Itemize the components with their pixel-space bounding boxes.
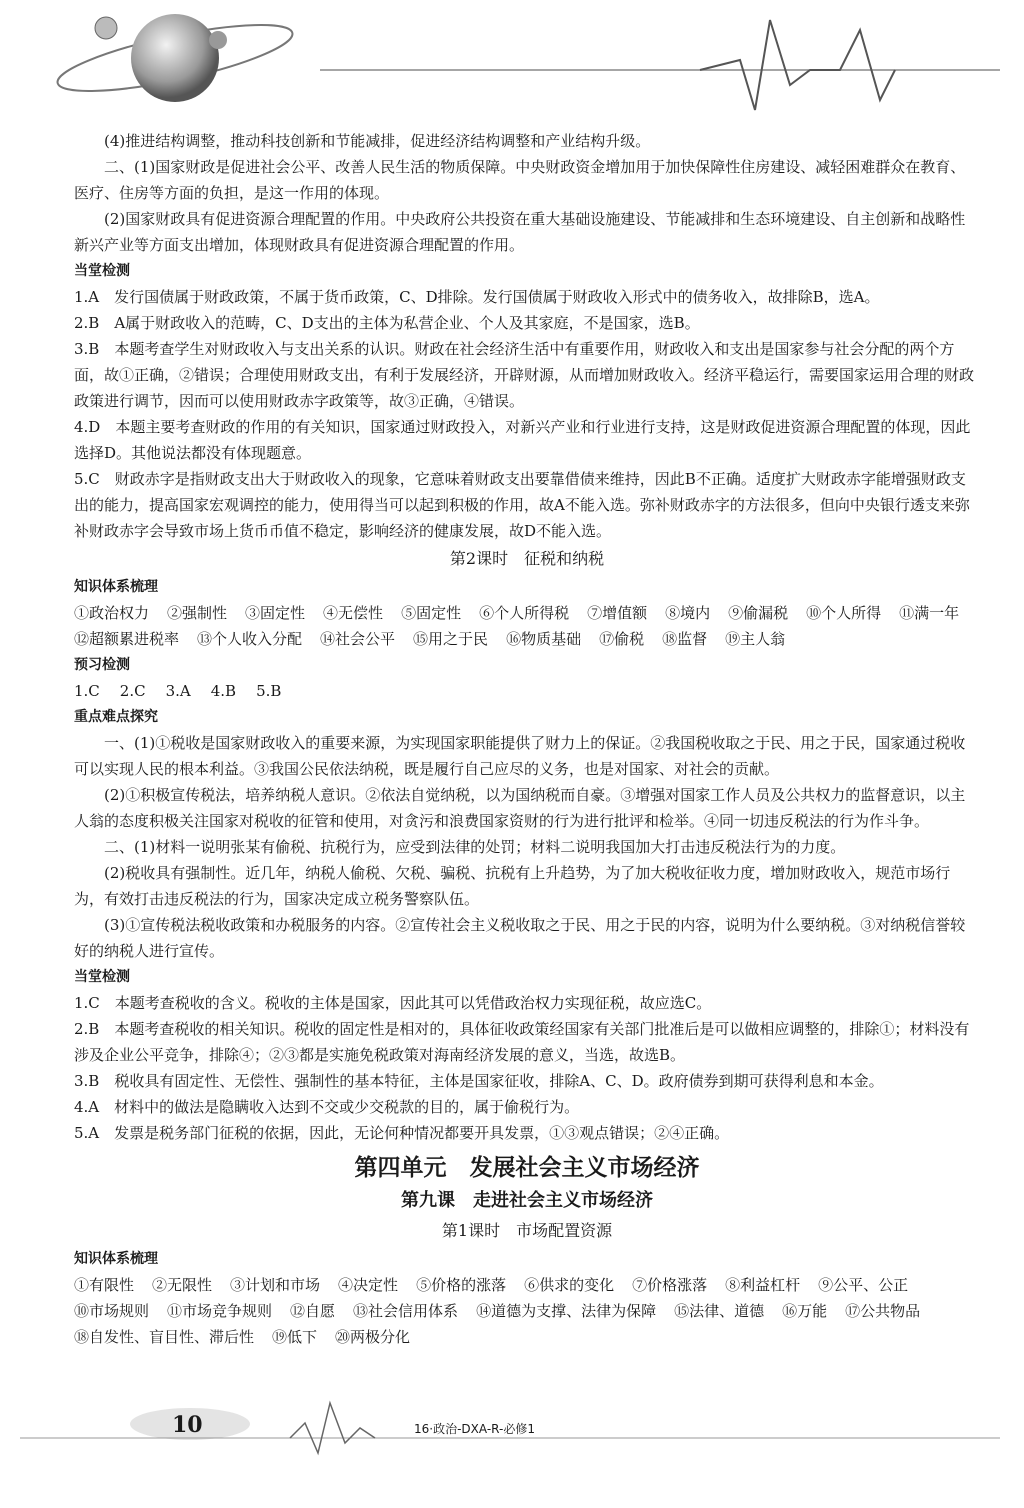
answer-item: 2.B A属于财政收入的范畴，C、D支出的主体为私营企业、个人及其家庭，不是国家，选B。 xyxy=(74,314,700,332)
paragraph: 二、(1)材料一说明张某有偷税、抗税行为，应受到法律的处罚；材料二说明我国加大打击违反税法行为的力度。 xyxy=(104,838,846,856)
list-item: ⑤价格的涨落 xyxy=(416,1276,507,1294)
list-item: ⑪市场竞争规则 xyxy=(167,1302,273,1320)
answer: 1.C xyxy=(74,682,100,700)
answer-item: 5.A 发票是税务部门征税的依据，因此，无论何种情况都要开具发票，①③观点错误；②④正确。 xyxy=(74,1124,730,1142)
list-item: ⑩市场规则 xyxy=(74,1302,150,1320)
section-heading: 当堂检测 xyxy=(74,263,130,279)
course-title: 第九课 走进社会主义市场经济 xyxy=(401,1190,653,1211)
list-item: ⑱监督 xyxy=(662,630,708,648)
lesson-title: 第1课时 市场配置资源 xyxy=(441,1221,613,1240)
list-item: ⑪满一年 xyxy=(899,604,960,622)
answer-item: 2.B 本题考查税收的相关知识。税收的固定性是相对的，具体征收政策经国家有关部门批准后是可以做相应调整的，排除①；材料没有涉及企业公平竞争，排除④；②③都是实施免税政策对海南经济发展的意义，当选，故选B。 xyxy=(74,1020,970,1064)
answer: 4.B xyxy=(210,682,237,700)
page-number: 10 xyxy=(172,1412,203,1438)
heartbeat-line xyxy=(700,20,895,110)
list-item: ⑱自发性、盲目性、滞后性 xyxy=(74,1328,255,1346)
page-content xyxy=(74,128,980,1350)
paragraph: (2)税收具有强制性。近几年，纳税人偷税、欠税、骗税、抗税有上升趋势，为了加大税收征收力度，增加财政收入，规范市场行为，有效打击违反税法的行为，国家决定成立税务警察队伍。 xyxy=(74,864,951,908)
list-item: ⑥个人所得税 xyxy=(479,604,570,622)
list-item: ⑧境内 xyxy=(665,604,711,622)
list-item: ⑨偷漏税 xyxy=(728,604,789,622)
list-item: ⑰偷税 xyxy=(599,630,645,648)
list-item: ①政治权力 xyxy=(74,604,150,622)
list-item: ⑬社会信用体系 xyxy=(353,1302,459,1320)
section-heading: 预习检测 xyxy=(74,657,130,673)
paragraph: 二、(1)国家财政是促进社会公平、改善人民生活的物质保障。中央财政资金增加用于加快保障性住房建设、减轻困难群众在教育、医疗、住房等方面的负担，是这一作用的体现。 xyxy=(74,158,966,202)
list-item: ⑥供求的变化 xyxy=(524,1276,615,1294)
section-heading: 重点难点探究 xyxy=(74,709,158,725)
answer-item: 3.B 税收具有固定性、无偿性、强制性的基本特征，主体是国家征收，排除A、C、D。政府债券到期可获得利息和本金。 xyxy=(74,1072,884,1090)
list-item: ②强制性 xyxy=(167,604,228,622)
unit-title: 第四单元 发展社会主义市场经济 xyxy=(354,1155,700,1181)
paragraph: (3)①宣传税法税收政策和办税服务的内容。②宣传社会主义税收取之于民、用之于民的内容，说明为什么要纳税。③对纳税信誉较好的纳税人进行宣传。 xyxy=(74,916,966,960)
header-decoration xyxy=(0,0,1024,120)
list-item: ⑭道德为支撑、法律为保障 xyxy=(476,1302,657,1320)
answer-item: 3.B 本题考查学生对财政收入与支出关系的认识。财政在社会经济生活中有重要作用，财政收入和支出是国家参与社会分配的两个方面，故①正确，②错误；合理使用财政支出，有利于发展经济，开辟财源，从而增加财政收入。经济平稳运行，需要国家运用合理的财政政策进行调节，因而可以使用财政赤字政策等，故③正确，④错误。 xyxy=(74,340,975,410)
lesson-title: 第2课时 征税和纳税 xyxy=(449,549,605,568)
answer-item: 4.A 材料中的做法是隐瞒收入达到不交或少交税款的目的，属于偷税行为。 xyxy=(74,1098,580,1116)
list-item: ③固定性 xyxy=(245,604,306,622)
list-item: ①有限性 xyxy=(74,1276,135,1294)
list-item: ⑫自愿 xyxy=(290,1302,336,1320)
footer-code: 16·政治-DXA-R-必修1 xyxy=(414,1422,535,1436)
list-item: ⑫超额累进税率 xyxy=(74,630,180,648)
list-item: ⑧利益杠杆 xyxy=(725,1276,801,1294)
answer-item: 4.D 本题主要考查财政的作用的有关知识，国家通过财政投入，对新兴产业和行业进行支持，这是财政促进资源合理配置的体现，因此选择D。其他说法都没有体现题意。 xyxy=(74,418,971,462)
paragraph: (4)推进结构调整，推动科技创新和节能减排，促进经济结构调整和产业结构升级。 xyxy=(104,132,651,150)
list-item: ⑰公共物品 xyxy=(845,1302,921,1320)
answer: 3.A xyxy=(165,682,191,700)
knowledge-list xyxy=(74,600,980,652)
list-item: ⑦价格涨落 xyxy=(632,1276,708,1294)
preview-answers xyxy=(74,678,980,704)
list-item: ⑬个人收入分配 xyxy=(197,630,303,648)
section-heading: 知识体系梳理 xyxy=(74,1251,158,1267)
list-item: ⑮法律、道德 xyxy=(674,1302,765,1320)
list-item: ⑲主人翁 xyxy=(725,630,786,648)
list-item: ④决定性 xyxy=(338,1276,399,1294)
list-item: ③计划和市场 xyxy=(230,1276,321,1294)
answer: 2.C xyxy=(119,682,146,700)
knowledge-list xyxy=(74,1272,980,1350)
list-item: ⑯物质基础 xyxy=(506,630,582,648)
section-heading: 知识体系梳理 xyxy=(74,579,158,595)
answer-item: 5.C 财政赤字是指财政支出大于财政收入的现象，它意味着财政支出要靠借债来维持，因此B不正确。适度扩大财政赤字能增强财政支出的能力，提高国家宏观调控的能力，使用得当可以起到积极的作用，故A不能入选。弥补财政赤字的方法很多，但向中央银行透支来弥补财政赤字会导致市场上货币币值不稳定，影响经济的健康发展，故D不能入选。 xyxy=(74,470,970,540)
list-item: ⑤固定性 xyxy=(401,604,462,622)
list-item: ⑭社会公平 xyxy=(320,630,396,648)
planet-icon xyxy=(53,12,297,105)
paragraph: (2)国家财政具有促进资源合理配置的作用。中央政府公共投资在重大基础设施建设、节能减排和生态环境建设、自主创新和战略性新兴产业等方面支出增加，体现财政具有促进资源合理配置的作用。 xyxy=(74,210,966,254)
paragraph: 一、(1)①税收是国家财政收入的重要来源，为实现国家职能提供了财力上的保证。②我国税收取之于民、用之于民，国家通过税收可以实现人民的根本利益。③我国公民依法纳税，既是履行自己应尽的义务，也是对国家、对社会的贡献。 xyxy=(74,734,966,778)
list-item: ⑦增值额 xyxy=(587,604,648,622)
answer-item: 1.C 本题考查税收的含义。税收的主体是国家，因此其可以凭借政治权力实现征税，故应选C。 xyxy=(74,994,712,1012)
answer-item: 1.A 发行国债属于财政政策，不属于货币政策，C、D排除。发行国债属于财政收入形式中的债务收入，故排除B，选A。 xyxy=(74,288,880,306)
list-item: ⑩个人所得 xyxy=(806,604,882,622)
list-item: ⑯万能 xyxy=(782,1302,828,1320)
list-item: ②无限性 xyxy=(152,1276,213,1294)
list-item: ⑲低下 xyxy=(272,1328,318,1346)
list-item: ⑳两极分化 xyxy=(335,1328,411,1346)
paragraph: (2)①积极宣传税法，培养纳税人意识。②依法自觉纳税，以为国纳税而自豪。③增强对国家工作人员及公共权力的监督意识，以主人翁的态度积极关注国家对税收的征管和使用，对贪污和浪费国家资财的行为进行批评和检举。④同一切违反税法的行为作斗争。 xyxy=(74,786,966,830)
list-item: ⑮用之于民 xyxy=(413,630,489,648)
section-heading: 当堂检测 xyxy=(74,969,130,985)
list-item: ④无偿性 xyxy=(323,604,384,622)
list-item: ⑨公平、公正 xyxy=(818,1276,909,1294)
answer: 5.B xyxy=(256,682,282,700)
